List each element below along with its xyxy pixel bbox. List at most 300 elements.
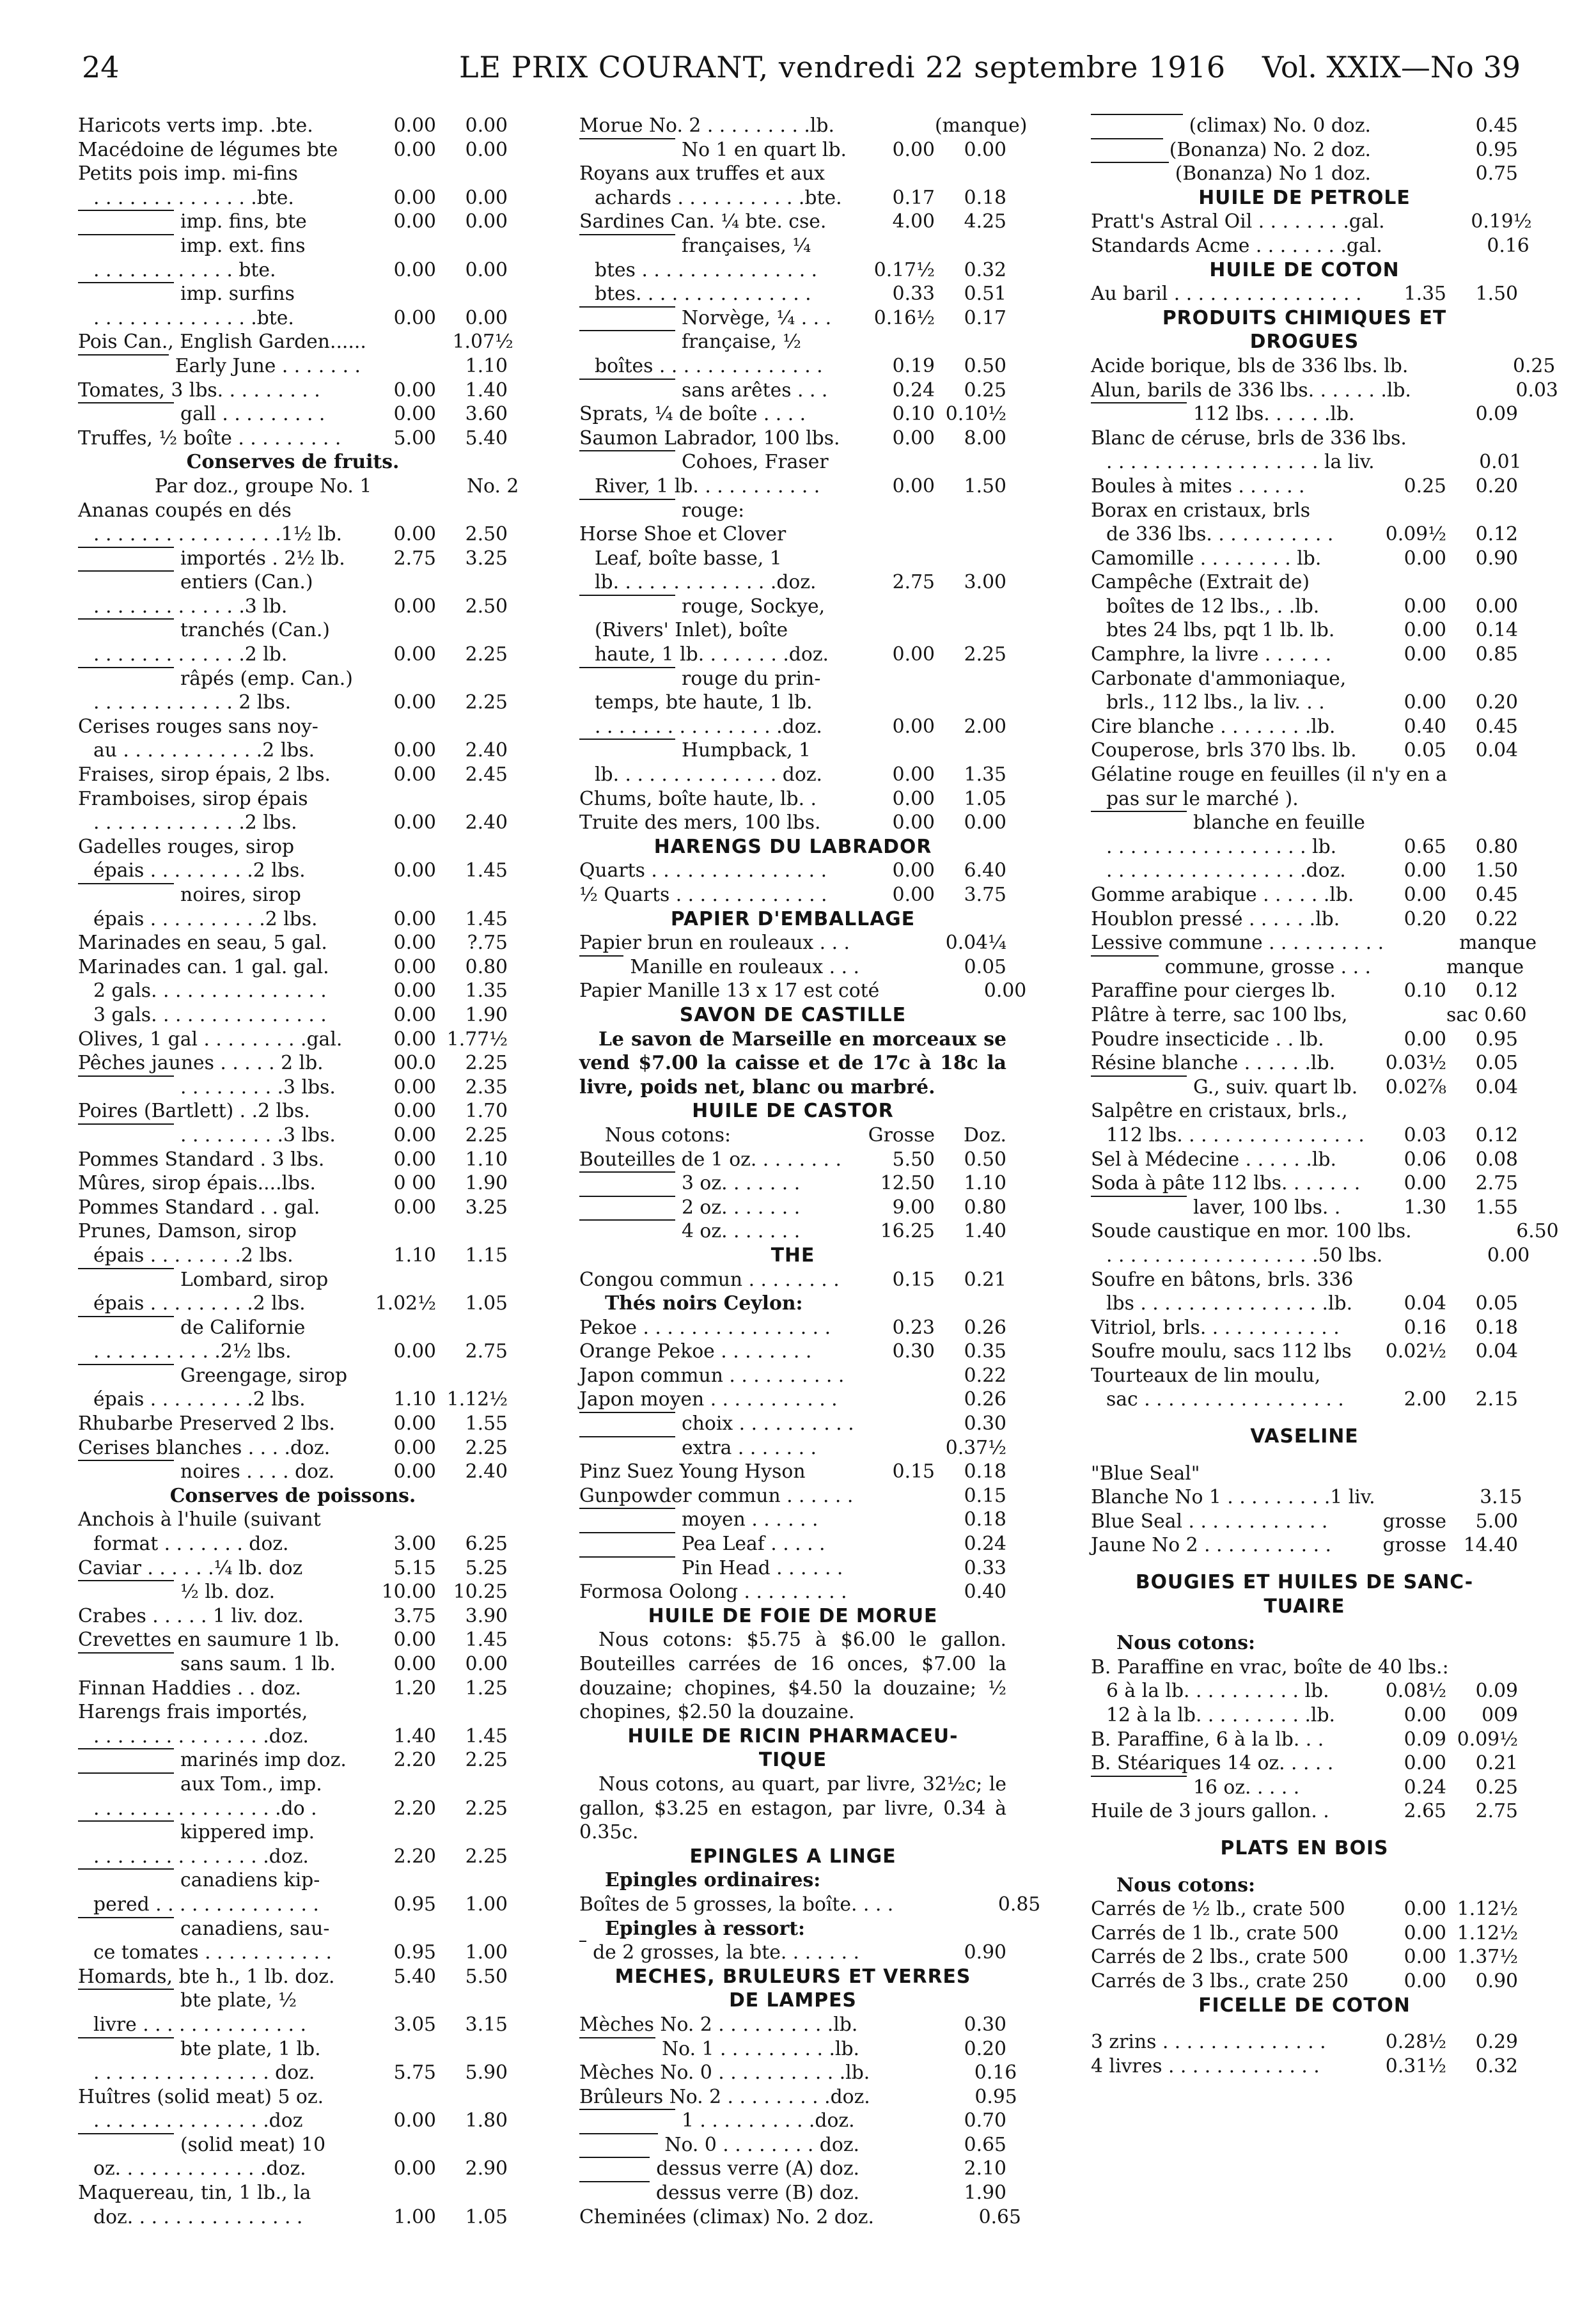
item-label: Nous cotons:: [1116, 1873, 1256, 1896]
price-low: 1.10: [393, 1388, 436, 1411]
price-low: 0.00: [892, 426, 935, 450]
ditto-rule: [579, 739, 675, 763]
price-row: [1091, 474, 1518, 499]
price-low: [361, 787, 436, 811]
price-row: [1091, 402, 1518, 426]
item-label: laver, 100 lbs. .: [1193, 1196, 1341, 1219]
price-low: 0.00: [892, 811, 935, 834]
volume-number: Vol. XXIX—No 39: [1262, 50, 1521, 84]
price-high: 2.90: [465, 2157, 508, 2180]
price-low: 0.00: [393, 1340, 436, 1363]
item-label: Japon commun . . . . . . . . . .: [579, 1364, 845, 1387]
item-label: imp. ext. fins: [180, 234, 306, 257]
ditto-rule: [579, 1508, 675, 1532]
price-row: [579, 979, 1027, 1003]
item-label: livre . . . . . . . . . . . . . .: [93, 2013, 306, 2036]
price-row: [78, 1412, 508, 1436]
price-row: [78, 1075, 508, 1100]
price-column-1: [78, 114, 519, 2275]
item-label: canadiens, sau-: [180, 1917, 330, 1940]
price-high: 3.25: [465, 1196, 508, 1219]
ditto-rule: [579, 450, 675, 474]
item-label: Quarts . . . . . . . . . . . . . . .: [579, 859, 827, 882]
price-low: 0.95: [393, 1893, 436, 1916]
price-high: 5.90: [465, 2061, 508, 2084]
price-row: [78, 763, 508, 787]
item-label: pas sur le marché ).: [1106, 787, 1299, 810]
item-label: . . . . . . . . . . . . . . . . . .50 lbs.: [1106, 1244, 1383, 1267]
price-low: [1412, 1219, 1487, 1244]
price-row: [579, 1580, 1006, 1604]
price-low: 0.00: [892, 138, 935, 161]
price-high: 0.04¼: [945, 932, 1006, 955]
price-low: [1382, 1244, 1458, 1268]
price-high: 0.12: [1475, 1123, 1518, 1146]
item-label: btes. . . . . . . . . . . . . . .: [595, 283, 811, 306]
price-row: [1091, 1873, 1518, 1898]
price-low: 0.24: [1404, 1776, 1446, 1799]
price-row: [579, 2085, 1017, 2109]
item-label: Boîtes de 5 grosses, la boîte. . . .: [579, 1893, 894, 1916]
price-high: 3.25: [465, 547, 508, 570]
ditto-rule: [78, 354, 169, 379]
item-label: françaises, ¼: [682, 234, 811, 257]
price-low: 0.00: [393, 763, 436, 786]
price-row: [579, 2205, 1021, 2230]
price-high: 0.90: [1475, 1969, 1518, 1992]
price-high: [1446, 499, 1518, 523]
item-label: Congou commun . . . . . . . .: [579, 1268, 840, 1291]
price-high: [436, 835, 508, 859]
price-low: 0.00: [393, 595, 436, 618]
price-high: 2.25: [465, 1436, 508, 1459]
item-label: Humpback, 1: [682, 739, 811, 762]
ditto-rule: [579, 1532, 675, 1556]
price-row: [579, 474, 1006, 499]
price-low: 0.19: [892, 354, 935, 377]
price-row: [579, 547, 1006, 571]
item-label: Soufre moulu, sacs 112 lbs: [1091, 1340, 1352, 1363]
price-row: [78, 835, 508, 859]
price-high: [436, 1868, 508, 1893]
price-high: 0.14: [1475, 619, 1518, 642]
price-high: [935, 330, 1006, 354]
price-low: 1.20: [393, 1677, 436, 1700]
item-label: Mèches No. 2 . . . . . . . . . .lb.: [579, 2013, 858, 2036]
spacer: [1091, 1618, 1518, 1631]
price-low: [859, 2109, 935, 2133]
price-high: 0.25: [964, 379, 1006, 402]
price-low: 0.03½: [1385, 1052, 1446, 1075]
price-row: [1091, 931, 1537, 955]
price-low: [859, 739, 935, 763]
ditto-rule: [78, 1917, 174, 1941]
price-row: [1091, 883, 1518, 907]
item-label: Salpêtre en cristaux, brls.,: [1091, 1100, 1348, 1123]
ditto-rule: [78, 1868, 174, 1893]
price-row: [579, 379, 1006, 403]
item-label: épais . . . . . . . . .2 lbs.: [93, 859, 306, 882]
note-paragraph: Nous cotons, au quart, par livre, 32½c; le gallon, $3.25 en estagon, par livre, 0.34 à 0.35c.: [579, 1772, 1006, 1844]
price-row: [1091, 354, 1556, 379]
item-label: . . . . . . . . . . . . . . .doz.: [93, 1845, 309, 1868]
price-high: [1446, 811, 1518, 835]
price-row: [579, 570, 1006, 595]
price-high: [436, 2133, 508, 2157]
price-high: 0.21: [1475, 1752, 1518, 1775]
price-high: 0.08: [1475, 1148, 1518, 1171]
price-row: [78, 1532, 508, 1556]
item-label: . . . . . . . . . . .2½ lbs.: [93, 1340, 292, 1363]
price-row: [579, 787, 1006, 811]
price-low: [366, 330, 442, 354]
price-row: [78, 1316, 508, 1340]
item-label: Mèches No. 0 . . . . . . . . . . .lb.: [579, 2061, 870, 2084]
price-row: [1091, 499, 1518, 523]
price-row: [579, 955, 1006, 980]
price-row: [579, 258, 1006, 283]
price-row: [579, 667, 1006, 691]
item-label: Carrés de 3 lbs., crate 250: [1091, 1969, 1349, 1992]
price-row: [78, 1364, 508, 1388]
item-label: Soda à pâte 112 lbs. . . . . . .: [1091, 1172, 1361, 1195]
ditto-rule: [78, 1364, 174, 1388]
price-row: [1091, 1196, 1518, 1220]
price-row: [78, 883, 508, 907]
price-high: [1522, 763, 1594, 787]
price-row: [78, 330, 513, 354]
item-label: Crevettes en saumure 1 lb.: [78, 1629, 340, 1652]
price-row: [1091, 570, 1518, 595]
price-high: 0.16: [974, 2061, 1017, 2084]
price-low: [859, 2013, 935, 2037]
price-low: 0.00: [393, 403, 436, 426]
price-high: [1446, 1099, 1518, 1123]
item-label: commune, grosse . . .: [1164, 955, 1371, 978]
price-high: [1446, 1462, 1518, 1486]
price-low: [859, 595, 935, 619]
price-high: 14.40: [1463, 1534, 1518, 1557]
price-low: 1.00: [393, 2205, 436, 2228]
price-low: 0.00: [1404, 859, 1446, 882]
item-label: bte plate, ½: [180, 1989, 297, 2012]
price-low: 0.09½: [1385, 523, 1446, 546]
item-label: 6 à la lb. . . . . . . . . . lb.: [1106, 1680, 1329, 1703]
price-low: [859, 1917, 935, 1941]
price-high: 0.85: [1475, 643, 1518, 666]
price-row: [78, 1965, 508, 1989]
price-row: [78, 138, 508, 162]
price-row: [78, 787, 508, 811]
price-low: [859, 1364, 935, 1388]
item-label: Gélatine rouge en feuilles (il n'y en a: [1091, 763, 1448, 786]
price-row: [78, 667, 508, 691]
item-label: épais . . . . . . . . .2 lbs.: [93, 1292, 306, 1315]
price-high: 0.00: [964, 138, 1006, 161]
item-label: tranchés (Can.): [180, 619, 330, 642]
price-row: [78, 402, 508, 426]
price-high: manque: [1446, 955, 1524, 978]
price-low: 0.00: [393, 210, 436, 233]
ditto-rule: [1091, 114, 1183, 138]
item-label: (climax) No. 0 doz.: [1189, 114, 1371, 137]
price-low: [361, 715, 436, 739]
price-row: [1091, 1028, 1518, 1052]
price-row: [1091, 739, 1518, 763]
item-label: Gunpowder commun . . . . . .: [579, 1484, 854, 1507]
price-row: [78, 715, 508, 739]
item-label: Plâtre à terre, sac 100 lbs,: [1091, 1003, 1348, 1026]
price-low: [859, 114, 935, 138]
price-row: [1091, 1268, 1518, 1292]
price-low: [361, 618, 436, 643]
price-row: [78, 282, 508, 306]
item-label: . . . . . . . . . . . . . . . .do .: [93, 1797, 317, 1820]
price-row: [1091, 1340, 1518, 1364]
price-row: [78, 643, 508, 667]
section-heading: TIQUE: [758, 1749, 827, 1772]
price-row: [1091, 1485, 1522, 1510]
price-low: 0.31½: [1385, 2054, 1446, 2077]
price-high: [935, 667, 1006, 691]
price-row: [78, 1171, 508, 1196]
price-high: 6.50: [1516, 1220, 1559, 1243]
price-column-2: [579, 114, 1041, 2275]
item-label: . . . . . . . . . . . . . . . .1½ lb.: [93, 523, 343, 546]
item-label: extra . . . . . . .: [682, 1436, 817, 1459]
price-row: [78, 426, 508, 451]
ditto-rule: [579, 1556, 675, 1581]
price-high: [1446, 1631, 1518, 1655]
price-low: [361, 2181, 436, 2205]
spacer: [1091, 1861, 1518, 1873]
price-high: 0.21: [964, 1268, 1006, 1291]
price-row: [1091, 1631, 1518, 1655]
item-label: (solid meat) 10: [180, 2133, 326, 2156]
price-high: 8.00: [964, 426, 1006, 450]
item-label: noires, sirop: [180, 884, 301, 906]
price-low: [361, 1508, 436, 1532]
price-row: [78, 1484, 508, 1508]
item-label: Sel à Médecine . . . . . .lb.: [1091, 1148, 1336, 1171]
item-label: temps, bte haute, 1 lb.: [595, 691, 813, 714]
price-high: ?.75: [467, 932, 508, 955]
price-low: [361, 1989, 436, 2013]
price-high: 0.04: [1475, 739, 1518, 762]
price-row: [78, 547, 508, 571]
price-row: [1091, 547, 1518, 571]
price-high: 2.50: [465, 523, 508, 546]
price-high: 0.20: [1475, 474, 1518, 497]
price-high: 0.90: [964, 1941, 1006, 1964]
item-label: Chums, boîte haute, lb. .: [579, 787, 817, 810]
price-high: 1.50: [964, 474, 1006, 497]
price-high: 0.10½: [945, 403, 1006, 426]
price-low: 0.00: [393, 859, 436, 882]
price-row: [78, 1436, 508, 1460]
price-high: 10.25: [453, 1581, 508, 1604]
price-low: [361, 667, 436, 691]
price-low: 2.20: [393, 1797, 436, 1820]
price-low: [361, 1868, 436, 1893]
price-low: [859, 1868, 935, 1893]
price-low: 0.20: [1404, 907, 1446, 930]
price-low: 5.00: [393, 426, 436, 450]
ditto-rule: [1091, 955, 1159, 980]
section-heading: HUILE DE COTON: [1209, 258, 1400, 281]
price-high: [436, 2181, 508, 2205]
item-label: Lombard, sirop: [180, 1268, 329, 1291]
section-heading: HUILE DE RICIN PHARMACEU-: [627, 1724, 958, 1748]
price-row: [78, 739, 508, 763]
price-row: [579, 1460, 1006, 1484]
ditto-rule: [579, 1436, 675, 1460]
item-label: brls., 112 lbs., la liv. . .: [1106, 691, 1325, 714]
item-label: . . . . . . . . . . . . . .bte.: [93, 186, 294, 209]
item-label: 112 lbs. . . . . . . . . . . . . . . .: [1106, 1123, 1365, 1146]
price-low: 00.0: [393, 1052, 436, 1075]
price-high: 1.90: [465, 1003, 508, 1026]
ditto-rule: [579, 2181, 650, 2205]
price-low: [1371, 114, 1446, 138]
price-high: 0.65: [978, 2205, 1021, 2228]
price-row: [1091, 618, 1518, 643]
item-label: 3 zrins . . . . . . . . . . . . . .: [1091, 2031, 1326, 2054]
price-row: [579, 2133, 1006, 2157]
item-label: River, 1 lb. . . . . . . . . . .: [595, 474, 820, 497]
price-row: [579, 811, 1006, 835]
price-row: [78, 1003, 508, 1028]
price-low: [859, 522, 935, 547]
price-low: 2.65: [1404, 1800, 1446, 1823]
price-high: 2.25: [465, 1123, 508, 1146]
price-low: 0.00: [1404, 691, 1446, 714]
price-row: [579, 450, 1006, 474]
price-high: 0.19½: [1471, 210, 1532, 233]
price-low: 0.00: [393, 2157, 436, 2180]
price-high: 1.00: [465, 1941, 508, 1964]
price-row: [78, 2013, 508, 2037]
price-row: [78, 1724, 508, 1749]
item-label: aux Tom., imp.: [180, 1772, 322, 1795]
price-row: [78, 691, 508, 715]
price-low: 0.00: [393, 1123, 436, 1146]
price-high: 0.50: [964, 1148, 1006, 1171]
price-high: 3.90: [465, 1604, 508, 1627]
price-low: [1375, 1485, 1451, 1510]
item-label: Truite des mers, 100 lbs.: [579, 811, 821, 834]
price-low: [361, 1316, 436, 1340]
ditto-rule: [579, 1219, 675, 1244]
item-label: ½ lb. doz.: [180, 1581, 276, 1604]
price-low: [1449, 1655, 1524, 1680]
item-label: haute, 1 lb. . . . . . . .doz.: [595, 643, 829, 666]
item-label: . . . . . . . . . . . . . .bte.: [93, 306, 294, 329]
price-row: [1091, 1776, 1518, 1800]
price-low: 0.00: [393, 1028, 436, 1051]
price-high: 0.32: [964, 258, 1006, 281]
price-row: [78, 1051, 508, 1075]
spacer: [1091, 1558, 1518, 1570]
price-low: [859, 499, 935, 523]
price-low: 0.25: [1404, 474, 1446, 497]
price-low: 0.15: [892, 1268, 935, 1291]
price-low: [1447, 763, 1522, 787]
price-low: 0.02½: [1385, 1340, 1446, 1363]
price-high: 2.75: [1475, 1800, 1518, 1823]
price-row: [1091, 691, 1518, 715]
item-label: Bouteilles de 1 oz. . . . . . . .: [579, 1148, 841, 1171]
price-low: [361, 234, 436, 258]
price-low: 0.16: [1404, 1316, 1446, 1339]
item-label: (Rivers' Inlet), boîte: [595, 619, 788, 642]
item-label: Résine blanche . . . . . .lb.: [1091, 1052, 1335, 1075]
price-low: 12.50: [880, 1172, 935, 1195]
price-low: [361, 1268, 436, 1292]
price-row: [78, 1604, 508, 1629]
price-high: 0.80: [964, 1196, 1006, 1219]
section-heading: EPINGLES A LINGE: [689, 1845, 896, 1868]
price-row: [579, 114, 1028, 138]
price-high: 0.00: [465, 258, 508, 281]
price-high: 2.25: [465, 691, 508, 714]
item-label: Cerises blanches . . . .doz.: [78, 1436, 331, 1459]
price-row: [78, 258, 508, 283]
price-row: [1091, 1388, 1518, 1412]
item-label: Cohoes, Fraser: [682, 451, 829, 474]
section-heading: DROGUES: [1249, 331, 1359, 354]
item-label: blanche en feuille: [1193, 811, 1365, 834]
price-high: [436, 1989, 508, 2013]
price-low: 2.75: [393, 547, 436, 570]
price-low: 1.02½: [375, 1292, 436, 1315]
price-row: [579, 1388, 1006, 1412]
price-high: 2.25: [465, 643, 508, 666]
price-row: [1091, 1462, 1518, 1486]
price-row: [78, 210, 508, 234]
price-high: 2.00: [964, 715, 1006, 738]
item-label: Epingles à ressort:: [605, 1917, 806, 1940]
price-low: [859, 1292, 935, 1316]
price-row: [78, 114, 508, 138]
item-label: Jaune No 2 . . . . . . . . . . .: [1091, 1534, 1332, 1557]
item-label: 4 livres . . . . . . . . . . . . .: [1091, 2054, 1320, 2077]
price-row: [1091, 1075, 1518, 1100]
price-row: [1091, 426, 1518, 451]
price-row: [1091, 138, 1518, 162]
price-row: [1091, 1219, 1559, 1244]
price-high: [436, 1316, 508, 1340]
price-high: 1.37½: [1457, 1946, 1518, 1969]
item-label: Pommes Standard . 3 lbs.: [78, 1148, 325, 1171]
ditto-rule: [1091, 1196, 1187, 1220]
price-low: [361, 1772, 436, 1797]
price-high: [1446, 667, 1518, 691]
section-heading: HARENGS DU LABRADOR: [653, 835, 932, 858]
price-high: 0.80: [1475, 835, 1518, 858]
section-heading: HUILE DE PETROLE: [1198, 186, 1411, 209]
price-high: sac 0.60: [1446, 1003, 1527, 1026]
section-heading: PRODUITS CHIMIQUES ET: [1162, 306, 1447, 329]
price-low: [361, 883, 436, 907]
price-high: 0.16: [1487, 234, 1529, 257]
item-label: Au baril . . . . . . . . . . . . . . . .: [1091, 283, 1362, 306]
price-row: [1091, 1728, 1518, 1752]
price-high: 2.45: [465, 763, 508, 786]
item-label: Rhubarbe Preserved 2 lbs.: [78, 1412, 335, 1435]
ditto-rule: [78, 1580, 174, 1604]
item-label: française, ½: [682, 331, 801, 354]
